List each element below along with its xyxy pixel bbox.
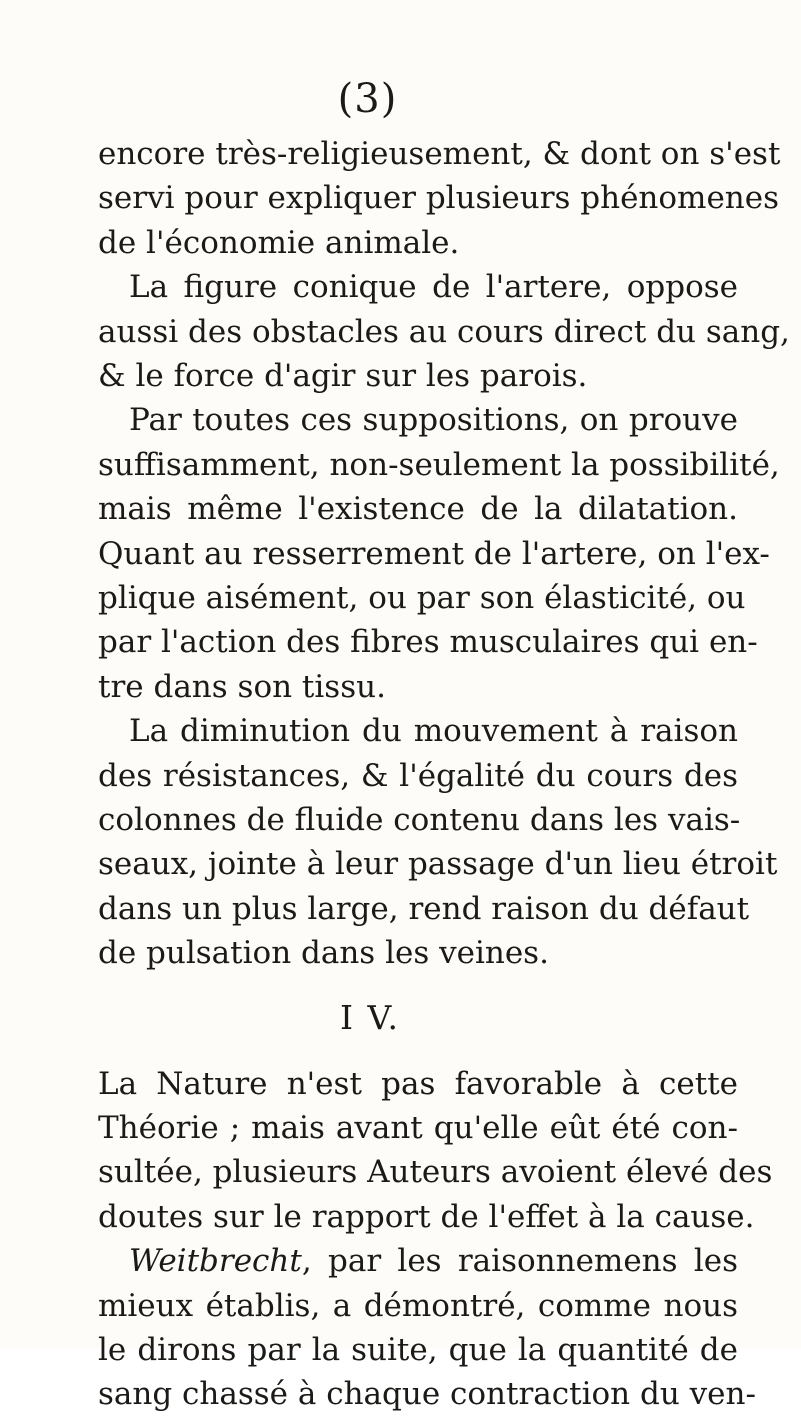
text-line: dans un plus large, rend raison du défaut (98, 891, 750, 927)
text-line: colonnes de fluide contenu dans les vais- (98, 802, 741, 838)
text-fragment: , par les raisonnemens les (301, 1243, 738, 1279)
text-line: sultée, plusieurs Auteurs avoient élevé des (98, 1154, 773, 1190)
text-line: sang chassé à chaque contraction du ven- (98, 1376, 756, 1412)
text-line: aussi des obstacles au cours direct du sang, (98, 314, 790, 350)
text-line: Par toutes ces suppositions, on prouve (129, 402, 738, 438)
text-line: suffisamment, non-seulement la possibilité, (98, 447, 780, 483)
text-line: des résistances, & l'égalité du cours des (98, 758, 738, 794)
text-line: le dirons par la suite, que la quantité de (98, 1332, 738, 1368)
text-line: & le force d'agir sur les parois. (98, 358, 588, 394)
text-line: encore très-religieusement, & dont on s'est (98, 136, 781, 172)
text-line: doutes sur le rapport de l'effet à la cause. (98, 1199, 755, 1235)
section-heading: I V. (339, 998, 401, 1037)
text-line: La figure conique de l'artere, oppose (129, 269, 738, 305)
page-number: (3) (337, 76, 398, 122)
text-line: La diminution du mouvement à raison (129, 713, 738, 749)
text-line (129, 1238, 738, 1284)
text-line: de l'économie animale. (98, 225, 460, 261)
text-line: Quant au resserrement de l'artere, on l'ex- (98, 536, 770, 572)
text-line: La Nature n'est pas favorable à cette (98, 1066, 738, 1102)
text-line: mieux établis, a démontré, comme nous (98, 1288, 738, 1324)
text-line: par l'action des fibres musculaires qui en- (98, 624, 758, 660)
text-line: seaux, jointe à leur passage d'un lieu étroit (98, 846, 778, 882)
text-line: Théorie ; mais avant qu'elle eût été con- (98, 1110, 738, 1146)
author-name: Weitbrecht (129, 1243, 302, 1279)
text-line: mais même l'existence de la dilatation. (98, 491, 738, 527)
text-line: tre dans son tissu. (98, 669, 386, 705)
text-line: servi pour expliquer plusieurs phénomenes (98, 180, 780, 216)
text-line: plique aisément, ou par son élasticité, ou (98, 580, 746, 616)
text-line: de pulsation dans les veines. (98, 935, 549, 971)
